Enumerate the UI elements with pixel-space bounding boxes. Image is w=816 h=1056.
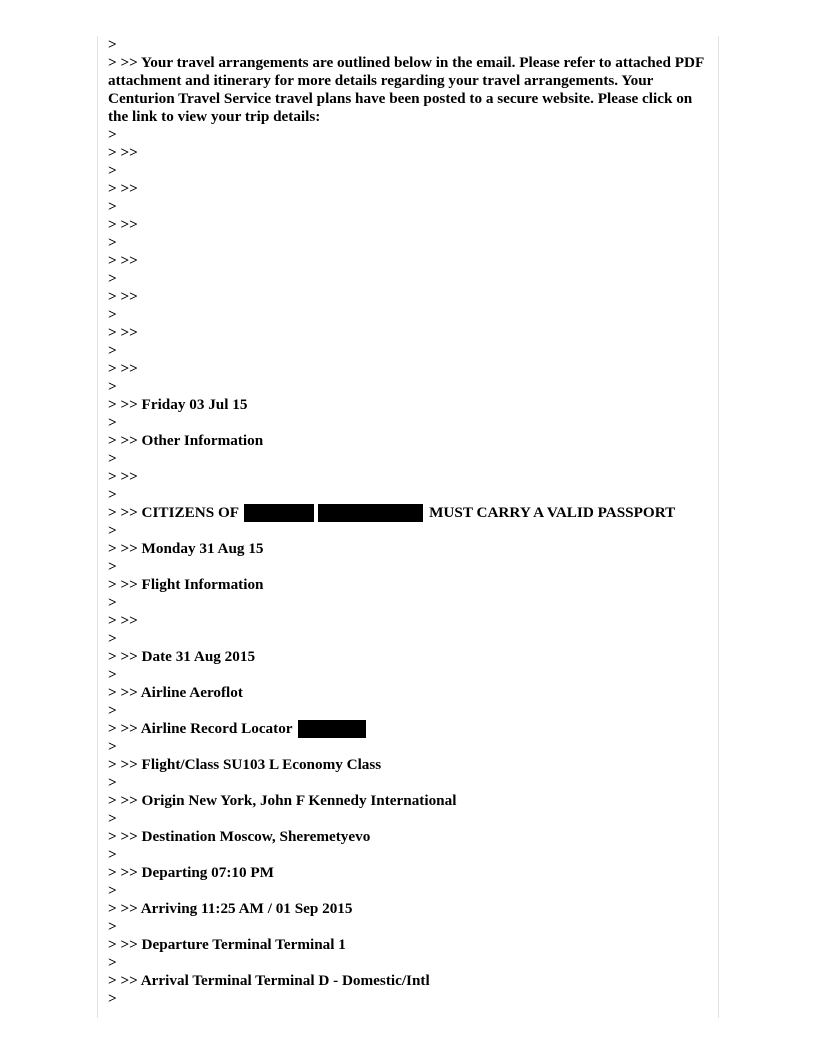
quote-line: >: [108, 342, 117, 359]
quote-line: >: [108, 594, 117, 611]
quote-line: >: [108, 234, 117, 251]
flight-information-heading: > >> Flight Information: [108, 576, 264, 593]
quote-line: >: [108, 378, 117, 395]
flight-arriving: > >> Arriving 11:25 AM / 01 Sep 2015: [108, 900, 353, 917]
quote-line: >: [108, 270, 117, 287]
redaction-box: [244, 504, 314, 522]
intro-prefix: > >>: [108, 54, 141, 71]
citizens-prefix: > >> CITIZENS OF: [108, 504, 243, 521]
trip-date-friday: > >> Friday 03 Jul 15: [108, 396, 248, 413]
quote-line: >: [108, 306, 117, 323]
quote-line: >: [108, 774, 117, 791]
quote-line: >: [108, 810, 117, 827]
passport-notice: [108, 504, 708, 522]
quote-line: >: [108, 414, 117, 431]
empty-quoted-line: > >>: [108, 360, 138, 377]
intro-text: Your travel arrangements are outlined below in the email. Please refer to attached PDF attachment and itinerary for more details regarding your travel arrangements. Your Centurion Travel Service travel plans have been posted to a secure website. Please click on the link to view your trip details:: [108, 54, 704, 125]
other-information-heading: > >> Other Information: [108, 432, 264, 449]
redaction-box: [318, 504, 423, 522]
empty-quoted-line: > >>: [108, 216, 138, 233]
quote-line: >: [108, 630, 117, 647]
quote-line: >: [108, 954, 117, 971]
empty-quoted-line: > >>: [108, 468, 138, 485]
quote-line: >: [108, 198, 117, 215]
quote-line: >: [108, 738, 117, 755]
empty-quoted-line: > >>: [108, 288, 138, 305]
record-locator-label: > >> Airline Record Locator: [108, 720, 297, 737]
trip-date-monday: > >> Monday 31 Aug 15: [108, 540, 264, 557]
quote-line: >: [108, 162, 117, 179]
email-body: [108, 36, 708, 1008]
flight-origin: > >> Origin New York, John F Kennedy International: [108, 792, 457, 809]
quote-line: >: [108, 522, 117, 539]
empty-quoted-line: > >>: [108, 144, 138, 161]
flight-record-locator: [108, 720, 708, 738]
quote-line: >: [108, 846, 117, 863]
flight-departing: > >> Departing 07:10 PM: [108, 864, 275, 881]
quote-line: >: [108, 666, 117, 683]
redaction-box: [298, 720, 366, 738]
flight-destination: > >> Destination Moscow, Sheremetyevo: [108, 828, 371, 845]
quote-line: >: [108, 450, 117, 467]
flight-class: > >> Flight/Class SU103 L Economy Class: [108, 756, 382, 773]
flight-airline: > >> Airline Aeroflot: [108, 684, 243, 701]
quote-line: >: [108, 702, 117, 719]
left-border: [97, 36, 98, 1018]
intro-paragraph: [108, 54, 708, 126]
quote-line: >: [108, 558, 117, 575]
empty-quoted-line: > >>: [108, 252, 138, 269]
empty-quoted-line: > >>: [108, 180, 138, 197]
quote-line: >: [108, 990, 117, 1007]
citizens-suffix: MUST CARRY A VALID PASSPORT: [425, 504, 676, 521]
empty-quoted-line: > >>: [108, 612, 138, 629]
quote-line: >: [108, 918, 117, 935]
quote-line: >: [108, 882, 117, 899]
quote-line: >: [108, 36, 117, 53]
quote-line: >: [108, 486, 117, 503]
right-border: [718, 36, 719, 1018]
quote-line: >: [108, 126, 117, 143]
empty-quoted-line: > >>: [108, 324, 138, 341]
flight-date: > >> Date 31 Aug 2015: [108, 648, 256, 665]
flight-arrival-terminal: > >> Arrival Terminal Terminal D - Domestic/Intl: [108, 972, 430, 989]
flight-departure-terminal: > >> Departure Terminal Terminal 1: [108, 936, 346, 953]
